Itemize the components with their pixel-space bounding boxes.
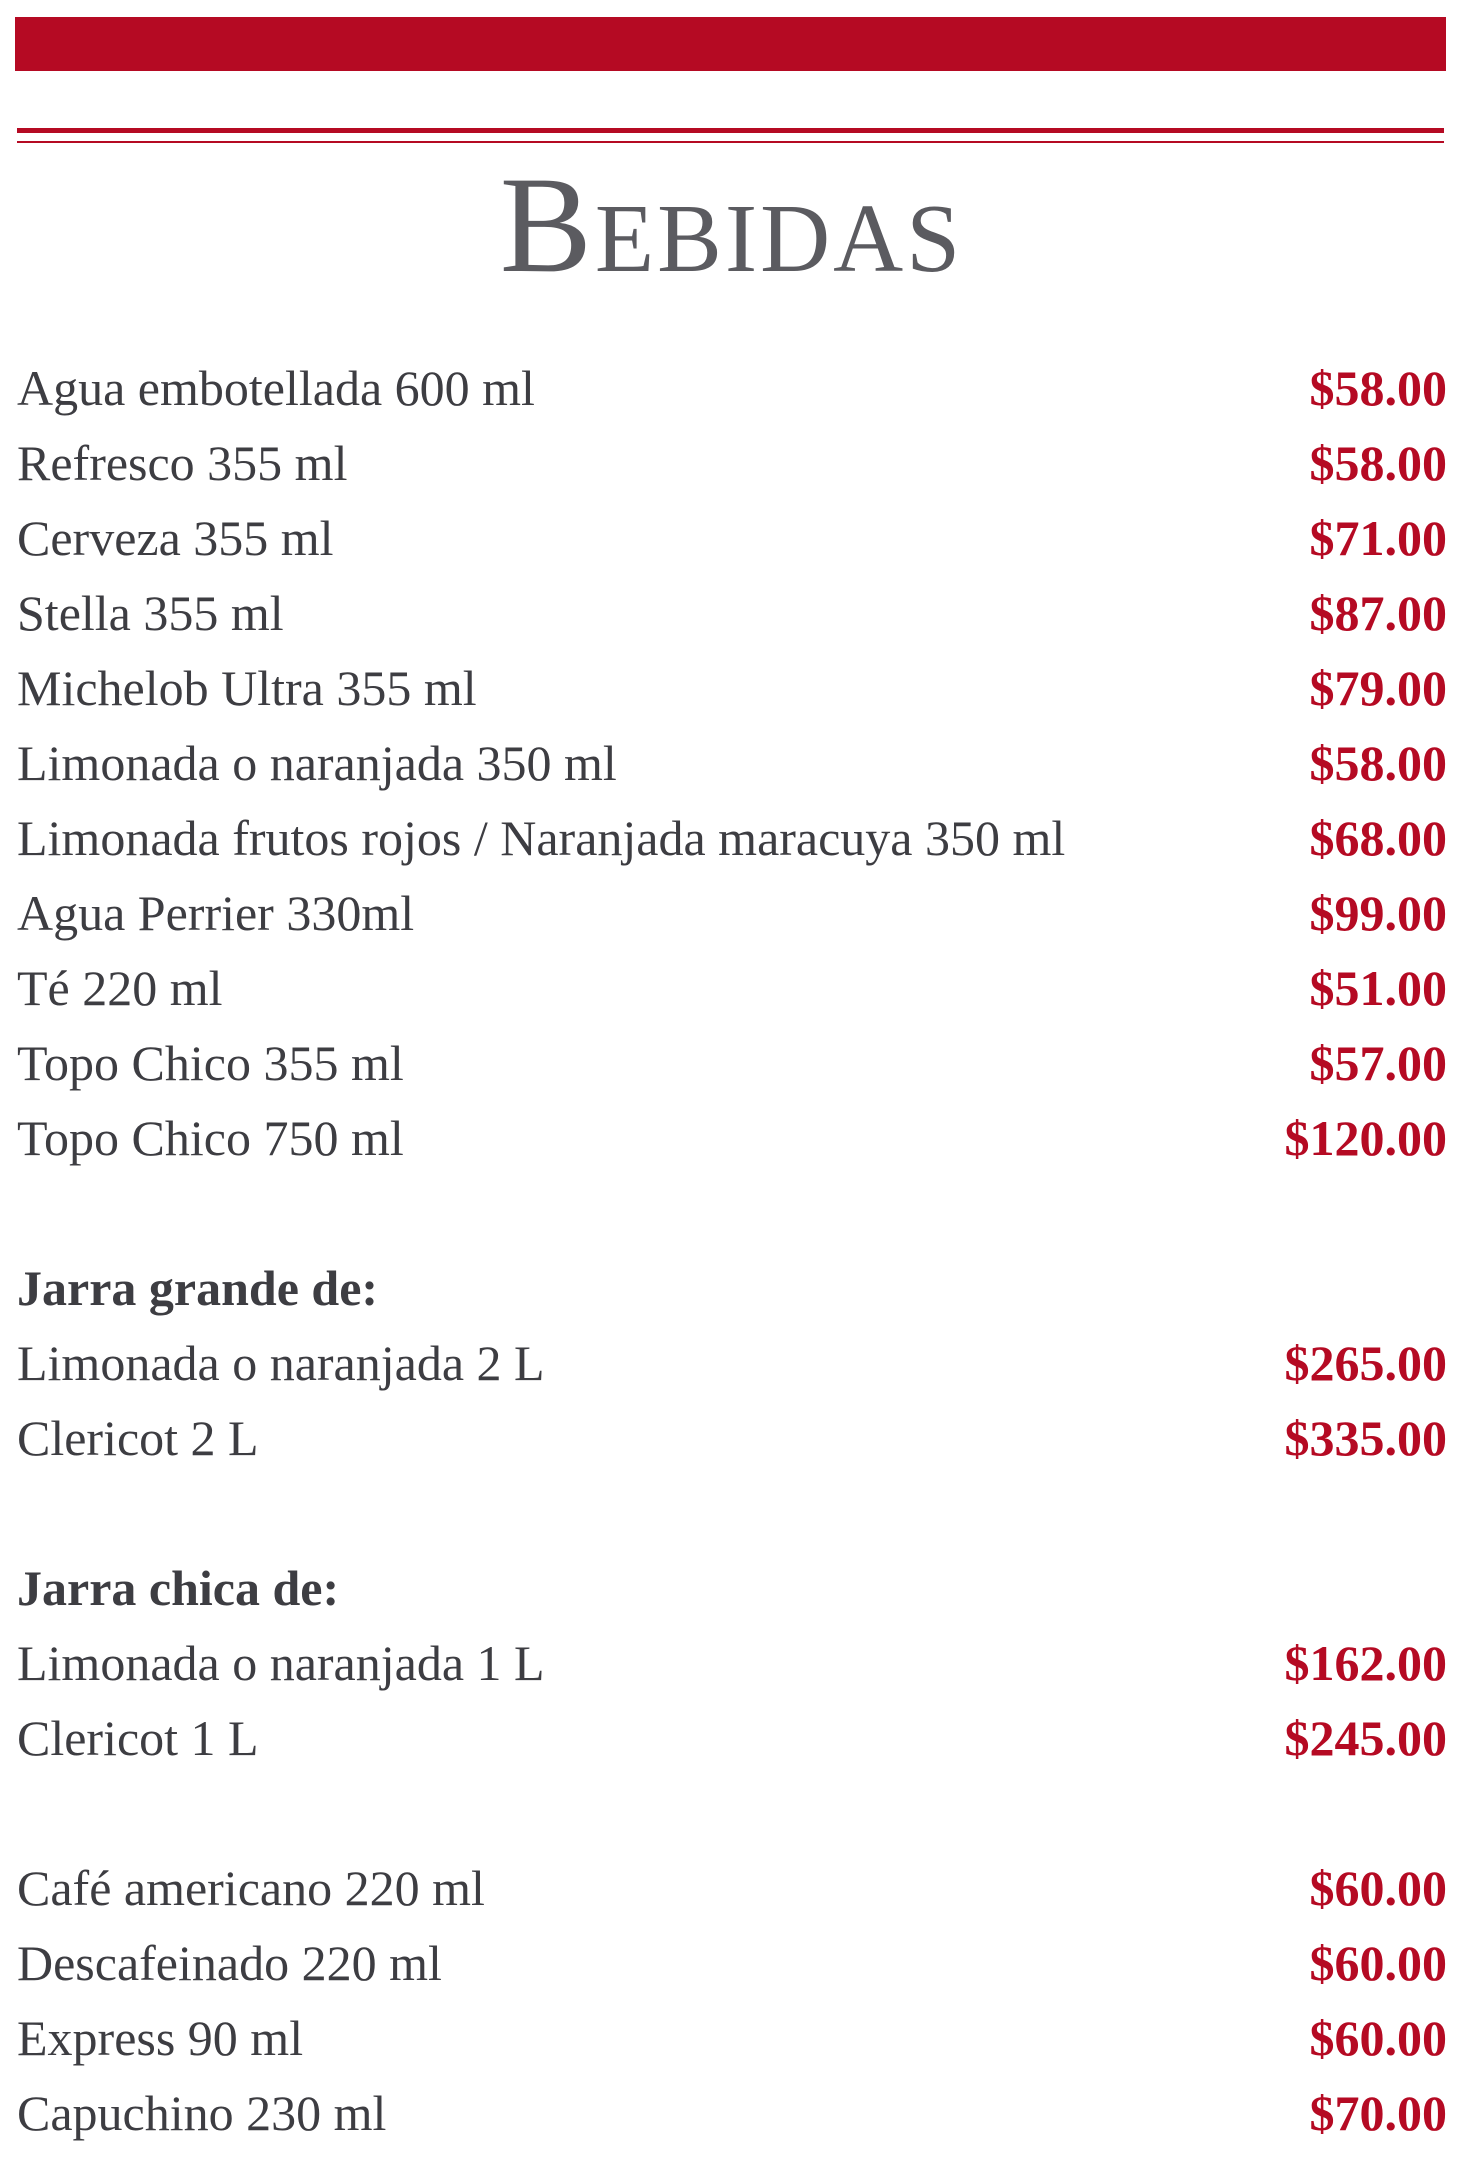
menu-item-price: $335.00	[1284, 1410, 1447, 1466]
menu-item	[17, 655, 1447, 721]
menu-item	[17, 955, 1447, 1021]
menu-item	[17, 1630, 1447, 1696]
menu-item-name: Refresco 355 ml	[17, 435, 348, 491]
menu-item	[17, 730, 1447, 796]
menu-item-price: $87.00	[1309, 585, 1447, 641]
menu-item	[17, 1105, 1447, 1171]
menu-item-price: $51.00	[1309, 960, 1447, 1016]
menu-item	[17, 2080, 1447, 2146]
menu-item-price: $70.00	[1309, 2085, 1447, 2141]
menu-item-price: $120.00	[1284, 1110, 1447, 1166]
header-divider-thick	[17, 128, 1444, 133]
menu-item-price: $79.00	[1309, 660, 1447, 716]
menu-item-name: Capuchino 230 ml	[17, 2085, 387, 2141]
menu-item	[17, 805, 1447, 871]
menu-item-name: Descafeinado 220 ml	[17, 1935, 442, 1991]
menu-item	[17, 880, 1447, 946]
menu-item-name: Limonada o naranjada 2 L	[17, 1335, 545, 1391]
menu-item-price: $99.00	[1309, 885, 1447, 941]
menu-item-price: $60.00	[1309, 1860, 1447, 1916]
menu-item-name: Topo Chico 355 ml	[17, 1035, 404, 1091]
menu-item-price: $68.00	[1309, 810, 1447, 866]
menu-item	[17, 355, 1447, 421]
menu-item-price: $265.00	[1284, 1335, 1447, 1391]
page-title: Bebidas	[499, 148, 964, 301]
menu-item	[17, 430, 1447, 496]
menu-item-name: Express 90 ml	[17, 2010, 304, 2066]
menu-item-name: Limonada o naranjada 350 ml	[17, 735, 617, 791]
menu-item-name: Michelob Ultra 355 ml	[17, 660, 477, 716]
menu-item-price: $60.00	[1309, 2010, 1447, 2066]
menu-item-price: $58.00	[1309, 360, 1447, 416]
menu-item-name: Limonada o naranjada 1 L	[17, 1635, 545, 1691]
header-banner	[15, 17, 1446, 71]
menu-item-name: Topo Chico 750 ml	[17, 1110, 404, 1166]
menu-item	[17, 505, 1447, 571]
menu-item	[17, 1330, 1447, 1396]
menu-item	[17, 2005, 1447, 2071]
menu-item-name: Agua Perrier 330ml	[17, 885, 415, 941]
menu-item-name: Cerveza 355 ml	[17, 510, 334, 566]
menu-item	[17, 1855, 1447, 1921]
menu-item-price: $71.00	[1309, 510, 1447, 566]
menu-item	[17, 580, 1447, 646]
menu-item	[17, 1030, 1447, 1096]
section-heading: Jarra chica de:	[17, 1560, 340, 1616]
menu-item-price: $245.00	[1284, 1710, 1447, 1766]
section-heading: Jarra grande de:	[17, 1260, 379, 1316]
menu-item-price: $162.00	[1284, 1635, 1447, 1691]
menu-item-name: Agua embotellada 600 ml	[17, 360, 535, 416]
menu-item-name: Clericot 2 L	[17, 1410, 259, 1466]
menu-item-name: Clericot 1 L	[17, 1710, 259, 1766]
menu-item	[17, 1930, 1447, 1996]
menu-item-price: $58.00	[1309, 435, 1447, 491]
menu-item	[17, 1705, 1447, 1771]
menu-item-price: $57.00	[1309, 1035, 1447, 1091]
menu-item-name: Limonada frutos rojos / Naranjada maracuya 350 ml	[17, 810, 1066, 866]
menu-item-price: $58.00	[1309, 735, 1447, 791]
header-divider-thin	[17, 141, 1444, 143]
menu-item-name: Café americano 220 ml	[17, 1860, 485, 1916]
menu-item-name: Té 220 ml	[17, 960, 223, 1016]
menu-item-name: Stella 355 ml	[17, 585, 284, 641]
menu-item	[17, 1405, 1447, 1471]
menu-item-price: $60.00	[1309, 1935, 1447, 1991]
